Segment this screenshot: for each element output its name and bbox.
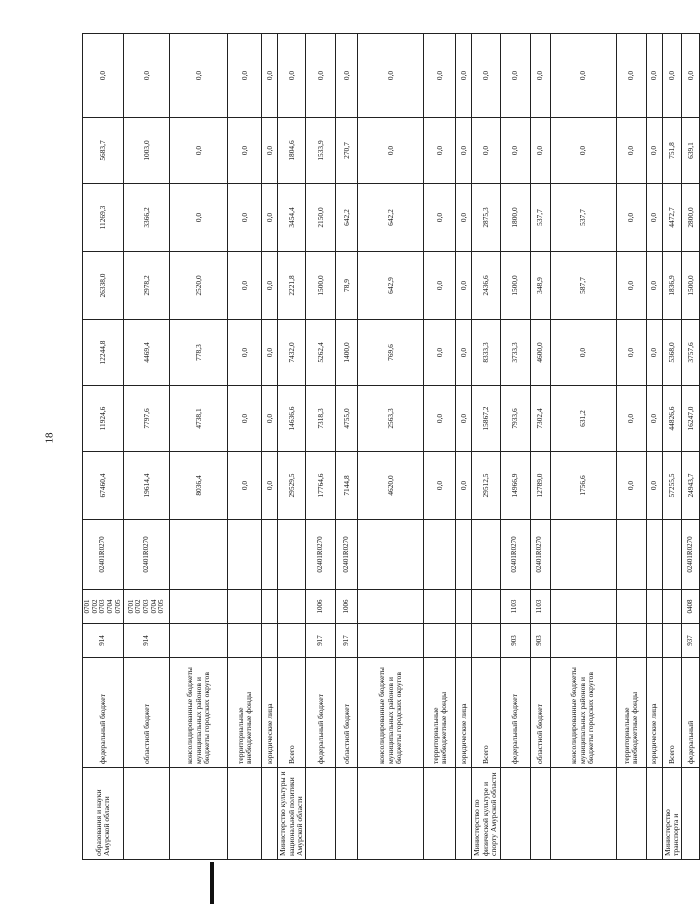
- amount-cell: 642,2: [358, 184, 424, 252]
- amount-cell: 0,0: [262, 386, 278, 452]
- amount-cell: 0,0: [456, 34, 472, 118]
- code-cell: 1103: [500, 590, 530, 624]
- amount-cell: 2221,8: [278, 252, 306, 320]
- amount-cell: 2150,0: [306, 184, 336, 252]
- funding-source-cell: федеральный: [682, 658, 700, 768]
- funding-source-cell: Всего: [472, 658, 500, 768]
- amount-cell: 2520,0: [170, 252, 228, 320]
- amount-cell: 0,0: [228, 320, 262, 386]
- amount-cell: 2978,2: [124, 252, 170, 320]
- funding-source-cell: областной бюджет: [336, 658, 358, 768]
- table-row: [500, 34, 530, 860]
- amount-cell: 0,0: [228, 252, 262, 320]
- amount-cell: 26338,0: [83, 252, 124, 320]
- amount-cell: 1500,0: [500, 252, 530, 320]
- code-cell: [550, 590, 616, 624]
- amount-cell: 4472,7: [662, 184, 682, 252]
- amount-cell: 5262,4: [306, 320, 336, 386]
- amount-cell: 0,0: [616, 452, 646, 520]
- code-cell: [170, 590, 228, 624]
- amount-cell: 0,0: [646, 34, 662, 118]
- executor-cell: [530, 768, 550, 860]
- amount-cell: 587,7: [550, 252, 616, 320]
- amount-cell: 0,0: [262, 252, 278, 320]
- table-row: [456, 34, 472, 860]
- code-cell: [646, 520, 662, 590]
- amount-cell: 0,0: [424, 252, 456, 320]
- code-cell: 02401R0270: [682, 520, 700, 590]
- binding-mark: [210, 862, 214, 904]
- funding-source-cell: территориальные внебюджетные фонды: [616, 658, 646, 768]
- table-row: [228, 34, 262, 860]
- executor-cell: [500, 768, 530, 860]
- amount-cell: 24943,7: [682, 452, 700, 520]
- amount-cell: 0,0: [456, 252, 472, 320]
- code-cell: [472, 590, 500, 624]
- amount-cell: 0,0: [336, 34, 358, 118]
- code-cell: [262, 624, 278, 658]
- code-cell: [278, 624, 306, 658]
- code-cell: [262, 590, 278, 624]
- amount-cell: 0,0: [456, 118, 472, 184]
- amount-cell: 11269,3: [83, 184, 124, 252]
- amount-cell: 7933,6: [500, 386, 530, 452]
- amount-cell: 12789,0: [530, 452, 550, 520]
- funding-source-cell: федеральный бюджет: [83, 658, 124, 768]
- amount-cell: 0,0: [456, 184, 472, 252]
- amount-cell: 2800,0: [682, 184, 700, 252]
- code-cell: [662, 624, 682, 658]
- table-row: [616, 34, 646, 860]
- amount-cell: 0,0: [170, 184, 228, 252]
- amount-cell: 8333,3: [472, 320, 500, 386]
- executor-cell: [228, 768, 262, 860]
- funding-source-cell: юридические лица: [646, 658, 662, 768]
- code-cell: [662, 520, 682, 590]
- amount-cell: 0,0: [424, 386, 456, 452]
- code-cell: [646, 624, 662, 658]
- amount-cell: 14966,9: [500, 452, 530, 520]
- funding-source-cell: консолидированные бюджеты муниципальных районов и бюджеты городских округов: [358, 658, 424, 768]
- amount-cell: 639,1: [682, 118, 700, 184]
- amount-cell: 0,0: [278, 34, 306, 118]
- amount-cell: 7318,3: [306, 386, 336, 452]
- amount-cell: 0,0: [170, 34, 228, 118]
- code-cell: 02401R0270: [306, 520, 336, 590]
- amount-cell: 0,0: [682, 34, 700, 118]
- amount-cell: 1003,0: [124, 118, 170, 184]
- executor-cell: [170, 768, 228, 860]
- amount-cell: 5368,0: [662, 320, 682, 386]
- code-cell: [358, 590, 424, 624]
- code-cell: 1006: [336, 590, 358, 624]
- amount-cell: 4469,4: [124, 320, 170, 386]
- funding-source-cell: Всего: [278, 658, 306, 768]
- amount-cell: 0,0: [228, 118, 262, 184]
- code-cell: 02401R0270: [336, 520, 358, 590]
- amount-cell: 1400,0: [336, 320, 358, 386]
- amount-cell: 7432,0: [278, 320, 306, 386]
- code-cell: [228, 520, 262, 590]
- amount-cell: 0,0: [124, 34, 170, 118]
- amount-cell: 0,0: [424, 34, 456, 118]
- executor-cell: [550, 768, 616, 860]
- executor-cell: [646, 768, 662, 860]
- code-cell: 1006: [306, 590, 336, 624]
- amount-cell: 3366,2: [124, 184, 170, 252]
- amount-cell: 0,0: [550, 34, 616, 118]
- code-cell: [616, 624, 646, 658]
- amount-cell: 0,0: [358, 34, 424, 118]
- amount-cell: 67460,4: [83, 452, 124, 520]
- amount-cell: 29529,5: [278, 452, 306, 520]
- code-cell: 0701 0702 0703 0704 0705: [83, 590, 124, 624]
- amount-cell: 0,0: [262, 320, 278, 386]
- amount-cell: 0,0: [472, 34, 500, 118]
- table-row: [424, 34, 456, 860]
- amount-cell: 17764,6: [306, 452, 336, 520]
- amount-cell: 0,0: [646, 386, 662, 452]
- executor-cell: Министерство по физической культуре и спорту Амурской области: [472, 768, 500, 860]
- code-cell: 937: [682, 624, 700, 658]
- code-cell: [424, 624, 456, 658]
- table-row: [472, 34, 500, 860]
- amount-cell: 0,0: [646, 184, 662, 252]
- code-cell: 02401R0270: [124, 520, 170, 590]
- executor-cell: Министерство культуры и национальной политики Амурской области: [278, 768, 306, 860]
- amount-cell: 7302,4: [530, 386, 550, 452]
- amount-cell: 4755,0: [336, 386, 358, 452]
- amount-cell: 14636,6: [278, 386, 306, 452]
- amount-cell: 0,0: [228, 184, 262, 252]
- amount-cell: 4600,0: [530, 320, 550, 386]
- amount-cell: 0,0: [262, 452, 278, 520]
- code-cell: 917: [306, 624, 336, 658]
- amount-cell: 0,0: [424, 118, 456, 184]
- code-cell: 914: [124, 624, 170, 658]
- rotated-table-sheet: [82, 34, 695, 860]
- amount-cell: 0,0: [616, 252, 646, 320]
- table-row: [682, 34, 700, 860]
- amount-cell: 0,0: [616, 320, 646, 386]
- amount-cell: 4620,0: [358, 452, 424, 520]
- amount-cell: 8036,4: [170, 452, 228, 520]
- table-row: [278, 34, 306, 860]
- executor-cell: [336, 768, 358, 860]
- amount-cell: 0,0: [170, 118, 228, 184]
- amount-cell: 0,0: [616, 118, 646, 184]
- amount-cell: 1804,6: [278, 118, 306, 184]
- amount-cell: 15867,2: [472, 386, 500, 452]
- amount-cell: 57255,5: [662, 452, 682, 520]
- code-cell: [616, 590, 646, 624]
- executor-cell: Министерство транспорта и: [662, 768, 682, 860]
- code-cell: [472, 520, 500, 590]
- table-row: [262, 34, 278, 860]
- funding-source-cell: Всего: [662, 658, 682, 768]
- executor-cell: образования и науки Амурской области: [83, 768, 124, 860]
- amount-cell: 78,9: [336, 252, 358, 320]
- amount-cell: 0,0: [472, 118, 500, 184]
- amount-cell: 2875,3: [472, 184, 500, 252]
- code-cell: 903: [500, 624, 530, 658]
- amount-cell: 0,0: [550, 320, 616, 386]
- amount-cell: 270,7: [336, 118, 358, 184]
- amount-cell: 2563,3: [358, 386, 424, 452]
- code-cell: [646, 590, 662, 624]
- amount-cell: 0,0: [228, 452, 262, 520]
- amount-cell: 0,0: [550, 118, 616, 184]
- amount-cell: 778,3: [170, 320, 228, 386]
- code-cell: 0408: [682, 590, 700, 624]
- amount-cell: 1500,0: [682, 252, 700, 320]
- amount-cell: 0,0: [262, 118, 278, 184]
- amount-cell: 0,0: [228, 34, 262, 118]
- executor-cell: [124, 768, 170, 860]
- amount-cell: 0,0: [456, 452, 472, 520]
- amount-cell: 3454,4: [278, 184, 306, 252]
- amount-cell: 7144,8: [336, 452, 358, 520]
- code-cell: [278, 520, 306, 590]
- amount-cell: 3733,3: [500, 320, 530, 386]
- code-cell: [170, 624, 228, 658]
- amount-cell: 0,0: [456, 320, 472, 386]
- amount-cell: 0,0: [500, 118, 530, 184]
- table-row: [336, 34, 358, 860]
- table-row: [530, 34, 550, 860]
- amount-cell: 537,7: [550, 184, 616, 252]
- amount-cell: 7797,6: [124, 386, 170, 452]
- amount-cell: 12244,8: [83, 320, 124, 386]
- funding-source-cell: территориальные внебюджетные фонды: [424, 658, 456, 768]
- amount-cell: 0,0: [616, 34, 646, 118]
- amount-cell: 0,0: [530, 118, 550, 184]
- executor-cell: [424, 768, 456, 860]
- funding-source-cell: консолидированные бюджеты муниципальных районов и бюджеты городских округов: [170, 658, 228, 768]
- code-cell: [456, 624, 472, 658]
- amount-cell: 1756,6: [550, 452, 616, 520]
- amount-cell: 16247,0: [682, 386, 700, 452]
- table-row: [358, 34, 424, 860]
- funding-source-cell: юридические лица: [456, 658, 472, 768]
- amount-cell: 0,0: [262, 34, 278, 118]
- executor-cell: [306, 768, 336, 860]
- code-cell: [424, 590, 456, 624]
- table-row: [662, 34, 682, 860]
- amount-cell: 0,0: [500, 34, 530, 118]
- table-row: [124, 34, 170, 860]
- code-cell: 0701 0702 0703 0704 0705: [124, 590, 170, 624]
- amount-cell: 0,0: [646, 118, 662, 184]
- amount-cell: 631,2: [550, 386, 616, 452]
- amount-cell: 1533,9: [306, 118, 336, 184]
- amount-cell: 1800,0: [500, 184, 530, 252]
- code-cell: [170, 520, 228, 590]
- amount-cell: 0,0: [262, 184, 278, 252]
- code-cell: 1103: [530, 590, 550, 624]
- code-cell: [456, 590, 472, 624]
- amount-cell: 0,0: [456, 386, 472, 452]
- code-cell: 02401R0270: [530, 520, 550, 590]
- amount-cell: 11924,6: [83, 386, 124, 452]
- amount-cell: 0,0: [646, 320, 662, 386]
- code-cell: 02401R0270: [500, 520, 530, 590]
- amount-cell: 1500,0: [306, 252, 336, 320]
- code-cell: [550, 624, 616, 658]
- code-cell: [424, 520, 456, 590]
- code-cell: [228, 624, 262, 658]
- funding-source-cell: консолидированные бюджеты муниципальных районов и бюджеты городских округов: [550, 658, 616, 768]
- amount-cell: 44826,6: [662, 386, 682, 452]
- amount-cell: 0,0: [358, 118, 424, 184]
- executor-cell: [456, 768, 472, 860]
- page-number: 18: [43, 432, 56, 444]
- table-row: [83, 34, 124, 860]
- amount-cell: 0,0: [530, 34, 550, 118]
- amount-cell: 0,0: [83, 34, 124, 118]
- amount-cell: 4738,1: [170, 386, 228, 452]
- amount-cell: 0,0: [424, 452, 456, 520]
- funding-source-cell: федеральный бюджет: [500, 658, 530, 768]
- amount-cell: 751,8: [662, 118, 682, 184]
- table-row: [306, 34, 336, 860]
- amount-cell: 537,7: [530, 184, 550, 252]
- code-cell: 914: [83, 624, 124, 658]
- table-row: [646, 34, 662, 860]
- funding-source-cell: федеральный бюджет: [306, 658, 336, 768]
- amount-cell: 0,0: [424, 184, 456, 252]
- code-cell: [358, 624, 424, 658]
- budget-table: [82, 33, 700, 860]
- funding-source-cell: областной бюджет: [530, 658, 550, 768]
- amount-cell: 0,0: [662, 34, 682, 118]
- executor-cell: [682, 768, 700, 860]
- table-row: [170, 34, 228, 860]
- code-cell: 02401R0270: [83, 520, 124, 590]
- amount-cell: 5683,7: [83, 118, 124, 184]
- executor-cell: [358, 768, 424, 860]
- amount-cell: 769,6: [358, 320, 424, 386]
- code-cell: [262, 520, 278, 590]
- funding-source-cell: территориальные внебюджетные фонды: [228, 658, 262, 768]
- budget-table-body: [83, 34, 700, 860]
- amount-cell: 0,0: [424, 320, 456, 386]
- code-cell: [456, 520, 472, 590]
- amount-cell: 0,0: [306, 34, 336, 118]
- code-cell: 903: [530, 624, 550, 658]
- code-cell: [662, 590, 682, 624]
- amount-cell: 642,2: [336, 184, 358, 252]
- amount-cell: 0,0: [228, 386, 262, 452]
- funding-source-cell: юридические лица: [262, 658, 278, 768]
- amount-cell: 19614,4: [124, 452, 170, 520]
- code-cell: [550, 520, 616, 590]
- executor-cell: [616, 768, 646, 860]
- amount-cell: 348,9: [530, 252, 550, 320]
- funding-source-cell: областной бюджет: [124, 658, 170, 768]
- amount-cell: 2436,6: [472, 252, 500, 320]
- amount-cell: 3757,6: [682, 320, 700, 386]
- code-cell: [278, 590, 306, 624]
- code-cell: [358, 520, 424, 590]
- amount-cell: 0,0: [646, 452, 662, 520]
- amount-cell: 0,0: [646, 252, 662, 320]
- amount-cell: 29512,5: [472, 452, 500, 520]
- amount-cell: 0,0: [616, 184, 646, 252]
- amount-cell: 642,9: [358, 252, 424, 320]
- code-cell: [616, 520, 646, 590]
- code-cell: [472, 624, 500, 658]
- code-cell: 917: [336, 624, 358, 658]
- executor-cell: [262, 768, 278, 860]
- amount-cell: 0,0: [616, 386, 646, 452]
- amount-cell: 1836,9: [662, 252, 682, 320]
- code-cell: [228, 590, 262, 624]
- table-row: [550, 34, 616, 860]
